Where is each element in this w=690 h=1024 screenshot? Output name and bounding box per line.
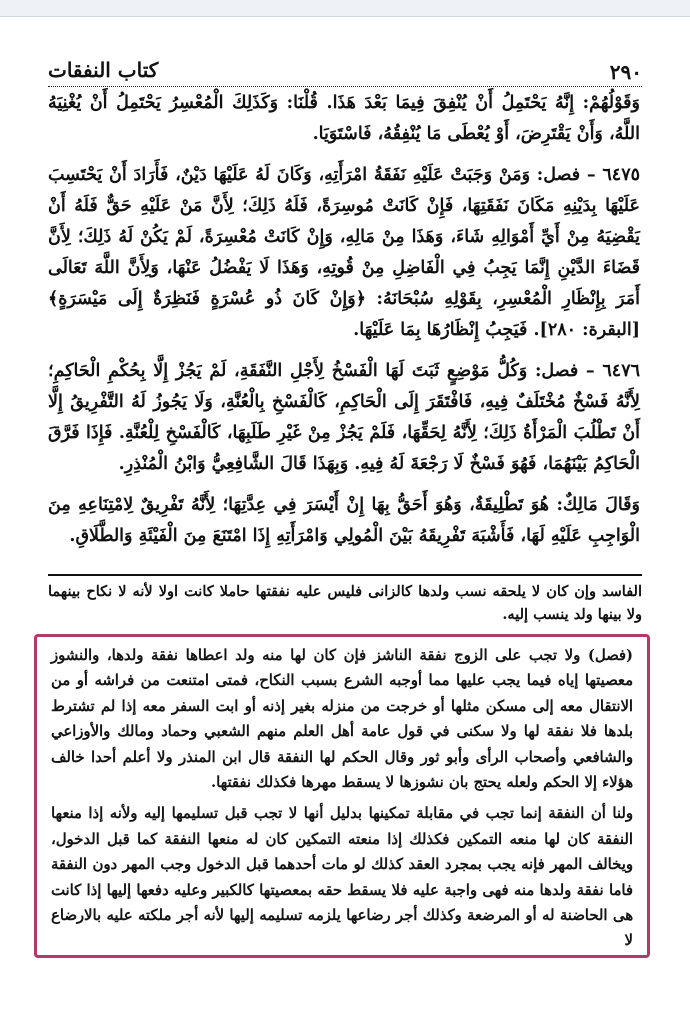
highlighted-excerpt <box>34 634 650 958</box>
highlighted-paragraph-2: ولنا أن النفقة إنما تجب في مقابلة تمكينها بدليل أنها لا تجب قبل تسليمها إليه ولأنه إذا منعها النفقة كان لها منعه التمكين فكذلك إذا منعته التمكين كان له منعها النفقة كما قبل الدخول، ويخالف المهر فإنه يجب بمجرد العقد كذلك لو مات أحدهما قبل الدخول وجب المهر دون النفقة فاما نفقة ولدها منه فهى واجبة عليه فلا يسقط حقه بمعصيتها كالكبير وعليه دفعها إليها إذا كانت هى الحاضنة له أو المرضعة وكذلك أجر رضاعها يلزمه تسليمه إليها لأنه أجر ملكته عليه بالارضاع لا <box>51 805 633 950</box>
paragraph-6476 <box>48 356 640 480</box>
browser-top-strip <box>0 0 690 17</box>
paragraph-text: وَقَوْلُهُمْ: إِنَّهُ يَحْتَمِلُ أَنْ يُنْفِقَ فِيمَا بَعْدَ هَذَا. قُلْنَا: وَكَذَلِكَ الْمُعْسِرُ يَحْتَمِلُ أَنْ يُغْنِيَهُ اللَّهُ، وَأَنْ يَقْتَرِضَ، أَوْ يُعْطَى مَا يُنْفِقُهُ، فَاسْتَوَيَا. <box>48 93 640 144</box>
page-header <box>48 58 642 87</box>
paragraph-1 <box>48 88 640 150</box>
page-number: ٢٩٠ <box>609 60 642 84</box>
footnote: الفاسد وإن كان لا يلحقه نسب ولدها كالزانى فليس عليه نفقتها حاملا كانت اولا لأنه لا نكاح بينهما ولا بينها ولد ينسب إليه. <box>48 583 642 623</box>
section-number: ٦٤٧٦ <box>602 361 640 381</box>
footnote-divider <box>48 574 642 576</box>
paragraph-4 <box>48 490 640 552</box>
paragraph-text: – فصل: وَكُلُّ مَوْضِعٍ ثَبَتَ لَهَا الْفَسْخُ لِأَجْلِ النَّفَقَةِ، لَمْ يَجُزْ إِلَّا بِحُكْمِ الْحَاكِمِ؛ لِأَنَّهُ فَسْخٌ مُخْتَلَفٌ فِيهِ، فَافْتَقَرَ إِلَى الْحَاكِمِ، كَالْفَسْخِ بِالْعُنَّةِ، وَلَا يَجُوزُ لَهُ التَّفْرِيقُ إِلَّا أَنْ تَطْلُبَ الْمَرْأَةُ ذَلِكَ؛ لِأَنَّهُ لِحَقِّهَا، فَلَمْ يَجُزْ مِنْ غَيْرِ طَلَبِهَا، كَالْفَسْخِ لِلْعُنَّةِ. فَإِذَا فَرَّقَ الْحَاكِمُ بَيْنَهُمَا، فَهُوَ فَسْخٌ لَا رَجْعَةَ لَهُ فِيهِ. وَبِهَذَا قَالَ الشَّافِعِيُّ وَابْنُ الْمُنْذِرِ. <box>48 361 640 474</box>
paragraph-6475 <box>48 160 640 346</box>
chapter-title: كتاب النفقات <box>48 58 159 82</box>
paragraph-text: – فصل: وَمَنْ وَجَبَتْ عَلَيْهِ نَفَقَةُ امْرَأَتِهِ، وَكَانَ لَهُ عَلَيْهَا دَيْنٌ، فَأَرَادَ أَنْ يَحْتَسِبَ عَلَيْهَا بِدَيْنِهِ مَكَانَ نَفَقَتِهَا، فَإِنْ كَانَتْ مُوسِرَةً، فَلَهُ ذَلِكَ؛ لِأَنَّ مَنْ عَلَيْهِ حَقٌّ فَلَهُ أَنْ يَقْضِيَهُ مِنْ أَيِّ أَمْوَالِهِ شَاءَ، وَهَذَا مِنْ مَالِهِ، وَإِنْ كَانَتْ مُعْسِرَةً، لَمْ يَكُنْ لَهُ ذَلِكَ؛ لِأَنَّ قَضَاءَ الدَّيْنِ إِنَّمَا يَجِبُ فِي الْفَاضِلِ مِنْ قُوتِهِ، وَهَذَا لَا يَفْضُلُ عَنْهَا، وَلِأَنَّ اللَّهَ تَعَالَى أَمَرَ بِإِنْظَارِ الْمُعْسِرِ، بِقَوْلِهِ سُبْحَانَهُ: ﴿وَإِنْ كَانَ ذُو عُسْرَةٍ فَنَظِرَةٌ إِلَى مَيْسَرَةٍ﴾ [البقرة: ٢٨٠]. فَيَجِبُ إِنْظَارُهَا بِمَا عَلَيْهَا. <box>48 165 640 340</box>
main-text <box>48 88 640 562</box>
section-number: ٦٤٧٥ <box>602 165 641 185</box>
paragraph-text: وَقَالَ مَالِكٌ: هُوَ تَطْلِيقَةٌ، وَهُوَ أَحَقُّ بِهَا إِنْ أَيْسَرَ فِي عِدَّتِهَا؛ لِأَنَّهُ تَفْرِيقٌ لِامْتِنَاعِهِ مِنَ الْوَاجِبِ عَلَيْهِ لَهَا، فَأَشْبَهَ تَفْرِيقَهُ بَيْنَ الْمُولِي وَامْرَأَتِهِ إِذَا امْتَنَعَ مِنَ الْفَيْئَةِ وَالطَّلَاقِ. <box>48 495 640 546</box>
highlighted-paragraph-1: (فصل) ولا تجب على الزوج نفقة الناشز فإن كان لها منه ولد اعطاها نفقة ولدها، والنشوز معصيتها إياه فيما يجب عليها مما أوجبه الشرع بسبب النكاح، فمتى امتنعت من فراشه أو من الانتقال معه إلى مسكن مثلها أو خرجت من منزله بغير إذنه أو ابت السفر معه إذا لم تشترط بلدها فلا نفقة لها ولا سكنى في قول عامة أهل العلم منهم الشعبي وحماد ومالك والأوزاعي والشافعي وأصحاب الرأى وأبو ثور وقال الحكم لها النفقة قال ابن المنذر ولا أعلم أحدا خالف هؤلاء إلا الحكم ولعله يحتج بان نشوزها لا يسقط مهرها فكذلك نفقتها. <box>51 647 633 792</box>
